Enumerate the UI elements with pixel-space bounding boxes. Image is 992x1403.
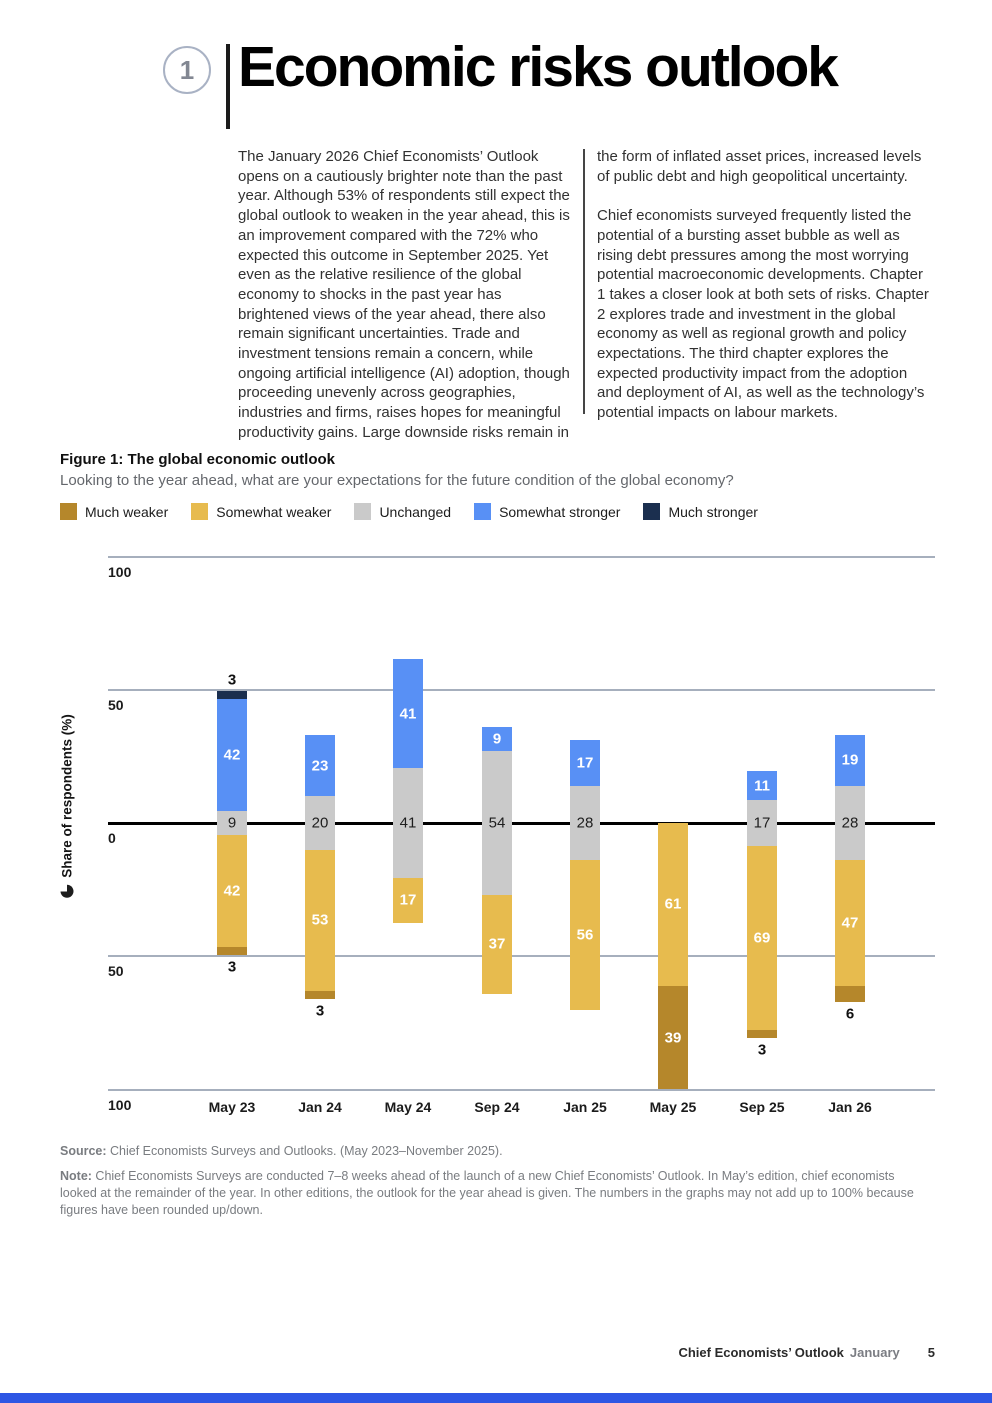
- segment-value-label: 37: [488, 935, 506, 953]
- chapter-number: 1: [179, 54, 195, 85]
- gridline: [108, 955, 935, 957]
- segment-value-label: 42: [223, 746, 241, 764]
- x-axis-category-label: Jan 24: [298, 1099, 342, 1115]
- x-axis-category-label: May 24: [384, 1099, 432, 1115]
- segment-value-label: 9: [227, 814, 237, 832]
- x-axis-category-label: May 25: [649, 1099, 697, 1115]
- note-label: Note:: [60, 1169, 92, 1183]
- segment-value-label: 9: [492, 730, 502, 748]
- bottom-accent-band: [0, 1393, 992, 1403]
- paragraph: The January 2026 Chief Economists’ Outlook opens on a cautiously brighter note than the past year. Although 53% of respondents still expect the global outlook to weaken in the year ahead, this is an improvement compared with the 72% who expected this outcome in September 2025. Yet even as the relative resilience of the global economy to shocks in the past year has brightened views of the year ahead, there also remain significant uncertainties. Trade and investment tensions remain a concern, while ongoing artificial intelligence (AI) adoption, though proceeding unevenly across geographies, industries and firms, raises hopes for meaningful productivity gains. Large downside risks remain in: [238, 148, 570, 441]
- note-text: Chief Economists Surveys are conducted 7–8 weeks ahead of the launch of a new Chief Economists’ Outlook. In May’s edition, chief economists looked at the remainder of the year. In other editions, the outlook for the year ahead is given. The numbers in the graphs may not add up to 100% because figures have been rounded up/down.: [60, 1169, 914, 1217]
- note-block: [60, 1168, 928, 1219]
- y-tick-label: 50: [108, 963, 124, 979]
- segment-value-label: 6: [845, 1005, 855, 1023]
- segment-value-label: 41: [399, 705, 417, 723]
- segment-value-label: 19: [841, 751, 859, 769]
- paragraph: Chief economists surveyed frequently listed the potential of a bursting asset bubble as well as rising debt pressures among the most worrying potential macroeconomic developments. Chapter 1 takes a closer look at both sets of risks. Chapter 2 explores trade and investment in the global economy as well as regional growth and policy expectations. The third chapter explores the expected productivity impact from the adoption and deployment of AI, as well as the technology’s potential impacts on labour markets.: [597, 207, 929, 422]
- y-axis-label-text: Share of respondents (%): [59, 714, 75, 878]
- segment-value-label: 61: [664, 895, 682, 913]
- y-tick-label: 100: [108, 564, 132, 580]
- segment-value-label: 3: [227, 671, 237, 689]
- y-tick-label: 50: [108, 697, 124, 713]
- segment-value-label: 3: [757, 1041, 767, 1059]
- legend-label: Much weaker: [85, 503, 169, 520]
- segment-value-label: 3: [227, 958, 237, 976]
- segment-value-label: 20: [311, 814, 329, 832]
- x-axis-category-label: Sep 25: [739, 1099, 785, 1115]
- segment-value-label: 56: [576, 926, 594, 944]
- segment-much-weaker: [747, 1030, 777, 1038]
- segment-value-label: 42: [223, 882, 241, 900]
- figure-title: Figure 1: The global economic outlook: [60, 451, 336, 468]
- segment-value-label: 47: [841, 914, 859, 932]
- segment-value-label: 28: [841, 814, 859, 832]
- segment-much-stronger: [217, 691, 247, 699]
- segment-much-weaker: [305, 991, 335, 999]
- footer-month: January: [849, 1345, 900, 1360]
- page-footer: [678, 1345, 935, 1360]
- segment-value-label: 17: [399, 891, 417, 909]
- page-title: Economic risks outlook: [238, 35, 837, 99]
- segment-value-label: 69: [753, 929, 771, 947]
- segment-value-label: 17: [753, 814, 771, 832]
- segment-value-label: 11: [754, 777, 770, 795]
- source-line: [60, 1144, 930, 1158]
- segment-value-label: 54: [488, 814, 506, 832]
- pie-chart-icon: [61, 885, 74, 898]
- segment-value-label: 39: [664, 1029, 682, 1047]
- y-axis-label: [60, 714, 75, 898]
- x-axis-category-label: Sep 24: [474, 1099, 520, 1115]
- segment-much-weaker: [835, 986, 865, 1002]
- segment-value-label: 23: [311, 757, 329, 775]
- paragraph: the form of inflated asset prices, increased levels of public debt and high geopolitical uncertainty.: [597, 148, 922, 185]
- y-tick-label: 100: [108, 1097, 132, 1113]
- legend-label: Unchanged: [379, 503, 452, 520]
- legend-label: Much stronger: [668, 503, 758, 520]
- source-label: Source:: [60, 1144, 107, 1158]
- segment-value-label: 53: [311, 911, 329, 929]
- legend-label: Somewhat stronger: [499, 503, 621, 520]
- segment-value-label: 3: [315, 1002, 325, 1020]
- figure-subtitle: Looking to the year ahead, what are your expectations for the future condition of the global economy?: [60, 472, 734, 489]
- page-number: 5: [927, 1345, 935, 1360]
- y-tick-label: 0: [108, 830, 116, 846]
- segment-value-label: 17: [576, 754, 594, 772]
- x-axis-category-label: Jan 25: [563, 1099, 607, 1115]
- x-axis-category-label: Jan 26: [828, 1099, 872, 1115]
- segment-much-weaker: [217, 947, 247, 955]
- segment-value-label: 41: [399, 814, 417, 832]
- x-axis-category-label: May 23: [208, 1099, 256, 1115]
- footer-report-title: Chief Economists’ Outlook: [678, 1345, 844, 1360]
- gridline: [108, 556, 935, 558]
- segment-value-label: 28: [576, 814, 594, 832]
- source-text: Chief Economists Surveys and Outlooks. (May 2023–November 2025).: [106, 1144, 503, 1158]
- legend-label: Somewhat weaker: [216, 503, 332, 520]
- gridline: [108, 1089, 935, 1091]
